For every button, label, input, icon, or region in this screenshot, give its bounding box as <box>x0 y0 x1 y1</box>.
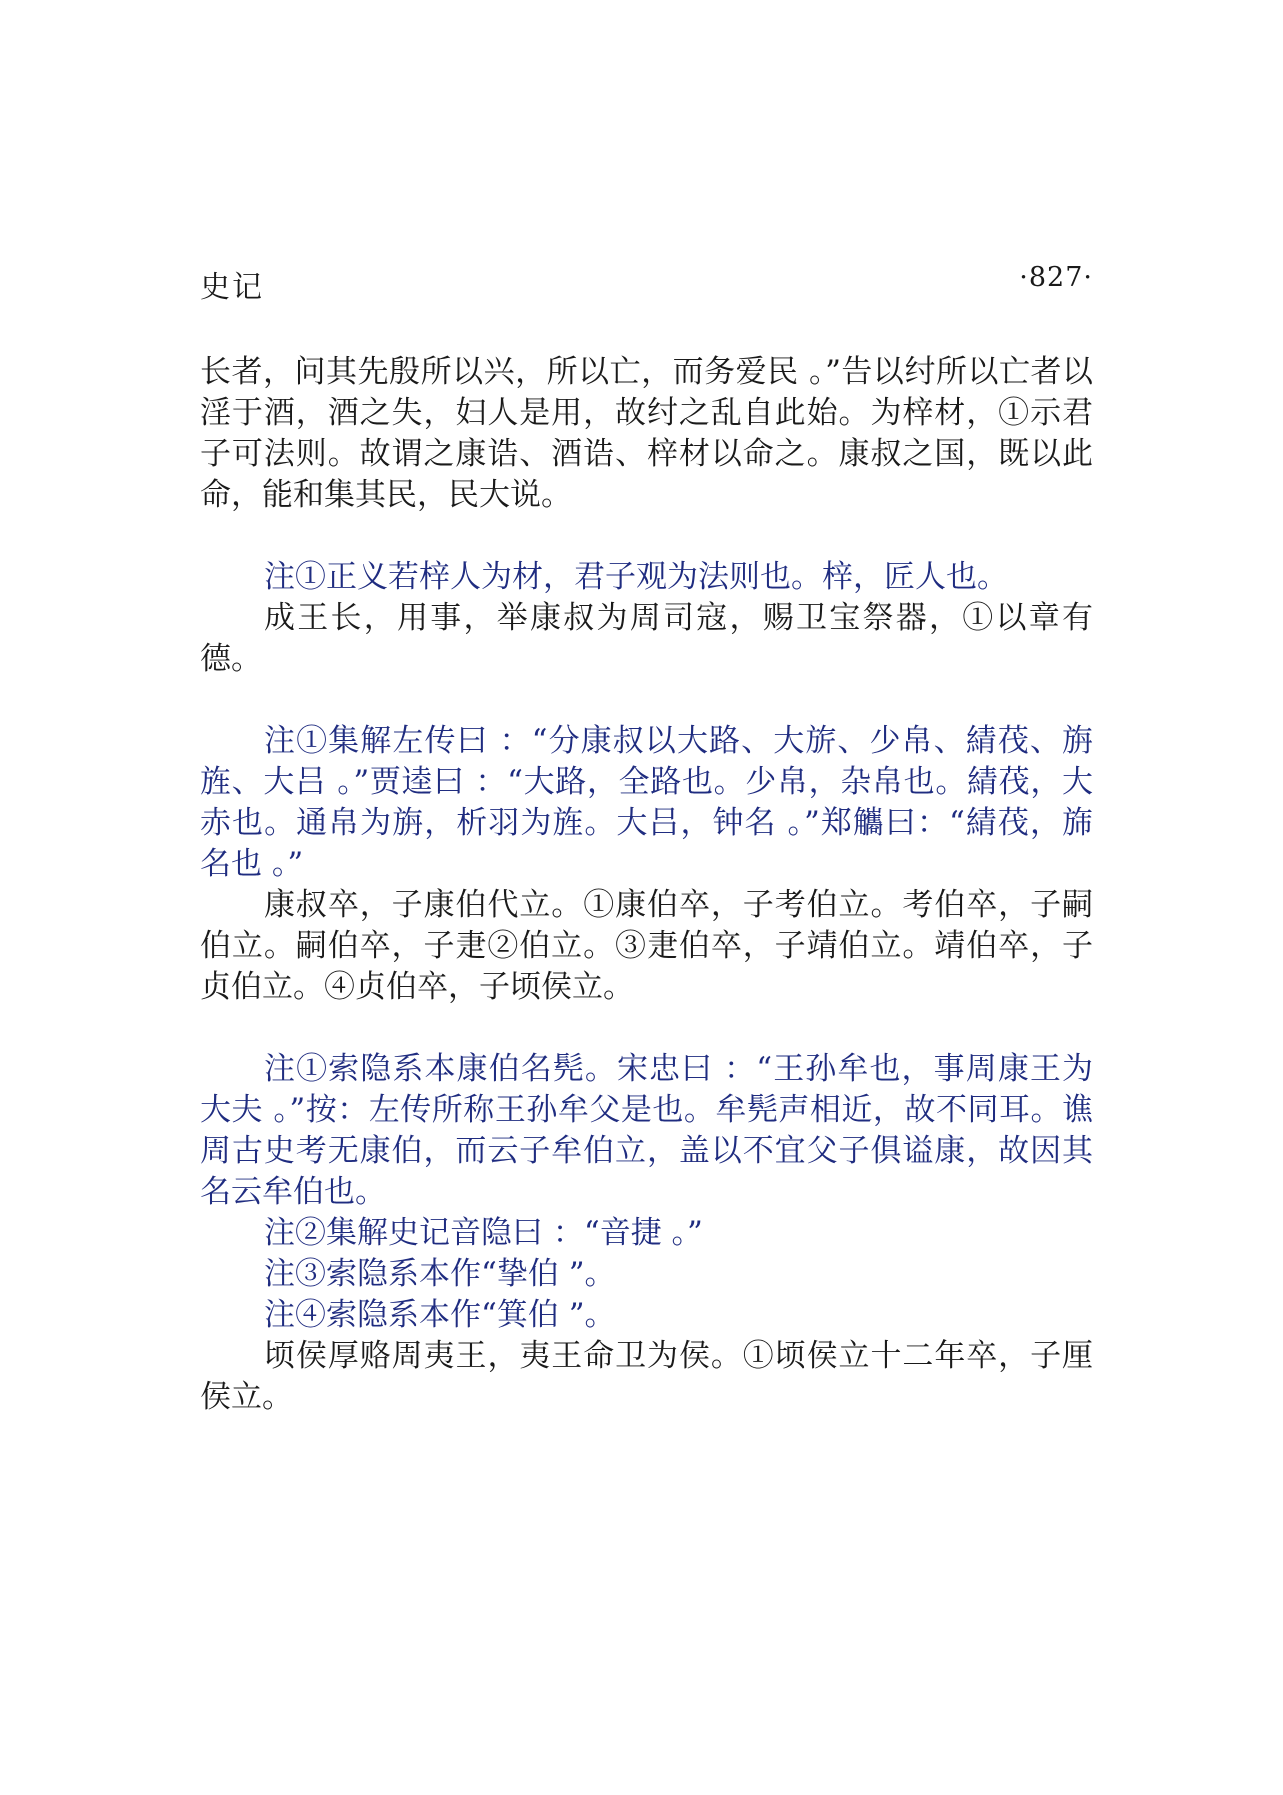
annotation-note: 注③索隐系本作“挚伯 ”。 <box>264 1256 616 1292</box>
main-paragraph: 康叔卒，子康伯代立。①康伯卒，子考伯立。考伯卒，子嗣伯立。嗣伯卒，子疌②伯立。③疌伯卒，子靖伯立。靖伯卒，子贞伯立。④贞伯卒，子顷侯立。 <box>200 887 1093 1005</box>
main-paragraph: 成王长，用事，举康叔为周司寇，赐卫宝祭器，①以章有德。 <box>200 600 1093 677</box>
page-header <box>200 262 1093 306</box>
page-number: ·827· <box>1019 262 1093 293</box>
book-title: 史记 <box>200 270 264 305</box>
main-paragraph: 顷侯厚赂周夷王，夷王命卫为侯。①顷侯立十二年卒，子厘侯立。 <box>200 1338 1093 1415</box>
annotation-note: 注①正义若梓人为材，君子观为法则也。梓，匠人也。 <box>264 559 1008 595</box>
annotation-note: 注②集解史记音隐曰 ：“音捷 。” <box>264 1215 703 1251</box>
page-body <box>200 352 1093 1418</box>
annotation-note: 注④索隐系本作“箕伯 ”。 <box>264 1297 616 1333</box>
main-paragraph: 长者，问其先殷所以兴，所以亡，而务爱民 。”告以纣所以亡者以淫于酒，酒之失，妇人是用，故纣之乱自此始。为梓材，①示君子可法则。故谓之康诰、酒诰、梓材以命之。康叔之国，既以此命，能和集其民，民大说。 <box>200 354 1093 513</box>
annotation-note: 注①索隐系本康伯名髡。宋忠曰 ：“王孙牟也，事周康王为大夫 。”按：左传所称王孙牟父是也。牟髡声相近，故不同耳。谯周古史考无康伯，而云子牟伯立，盖以不宜父子俱谥康，故因其名云牟伯也。 <box>200 1051 1093 1210</box>
annotation-note: 注①集解左传曰 ：“分康叔以大路、大旂、少帛、綪茷、旃旌、大吕 。”贾逵曰 ：“大路，全路也。少帛，杂帛也。綪茷，大赤也。通帛为旃，析羽为旌。大吕，钟名 。”郑觿曰：“綪茷，旆名也 。” <box>200 723 1093 882</box>
